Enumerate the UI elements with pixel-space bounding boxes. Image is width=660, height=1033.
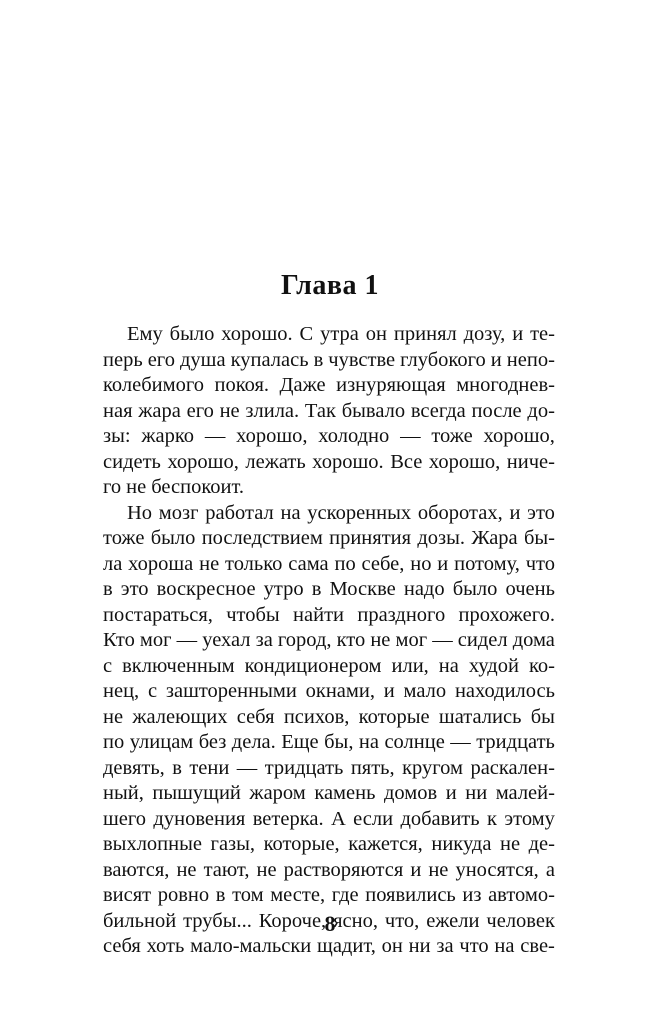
text-line: ный, пышущий жаром камень домов и ни малей-: [103, 782, 555, 804]
text-line: шего дуновения ветерка. А если добавить к этому: [103, 807, 555, 830]
text-line: с включенным кондиционером или, на худой ко-: [103, 654, 555, 677]
text-line: девять, в тени — тридцать пять, кругом раскален-: [103, 756, 555, 779]
text-line: ная жара его не злила. Так бывало всегда после до-: [103, 399, 555, 422]
chapter-title: Глава 1: [281, 270, 379, 301]
text-line: зы: жарко — хорошо, холодно — тоже хорошо,: [103, 425, 555, 447]
text-line: постараться, чтобы найти праздного прохожего.: [103, 603, 555, 626]
text-line: нец, с зашторенными окнами, и мало находилось: [103, 680, 555, 702]
text-line: Кто мог — уехал за город, кто не мог — сидел дома: [103, 629, 555, 651]
text-line: перь его душа купалась в чувстве глубокого и непо-: [103, 348, 555, 371]
text-line: не жалеющих себя психов, которые шатались бы: [103, 705, 555, 728]
text-line: сидеть хорошо, лежать хорошо. Все хорошо, ниче-: [103, 450, 555, 473]
text-line: тоже было последствием принятия дозы. Жара бы-: [103, 527, 555, 549]
text-line: го не беспокоит.: [103, 476, 245, 498]
body-text: [103, 322, 555, 960]
text-line: колебимого покоя. Даже изнуряющая многоднев-: [103, 374, 555, 396]
text-line: себя хоть мало-мальски щадит, он ни за что на све-: [103, 935, 555, 957]
page-number: 8: [324, 911, 336, 936]
text-line: бильной трубы... Короче, ясно, что, ежели человек: [103, 909, 555, 932]
text-line: ла хороша не только сама по себе, но и потому, что: [103, 552, 555, 575]
text-line: выхлопные газы, которые, кажется, никуда не де-: [103, 833, 555, 855]
text-line: Но мозг работал на ускоренных оборотах, и это: [127, 501, 555, 524]
text-line: висят ровно в том месте, где появились из автомо-: [103, 884, 555, 906]
text-line: Ему было хорошо. С утра он принял дозу, и те-: [127, 323, 555, 345]
text-line: в это воскресное утро в Москве надо было очень: [103, 578, 555, 600]
text-line: по улицам без дела. Еще бы, на солнце — тридцать: [103, 731, 555, 753]
text-line: ваются, не тают, не растворяются и не уносятся, а: [103, 858, 555, 881]
